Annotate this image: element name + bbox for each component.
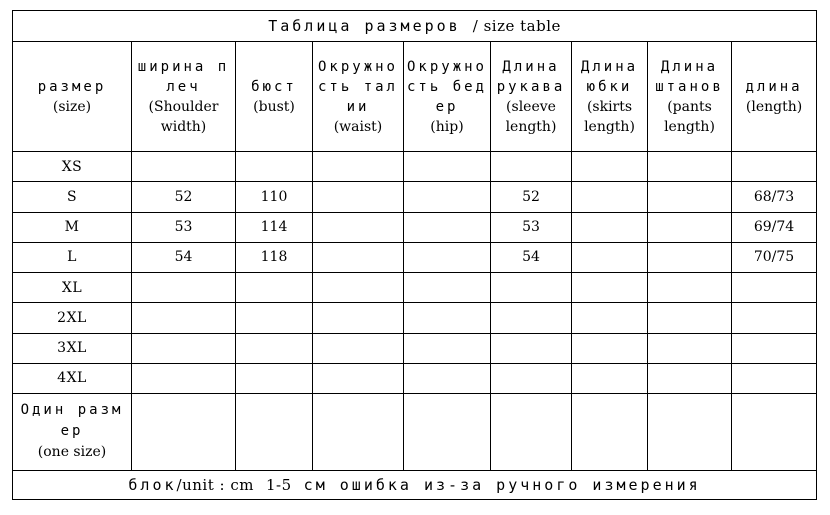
table-cell-bust xyxy=(236,363,313,393)
table-cell-bust: 118 xyxy=(236,242,313,272)
table-cell-sleeve-length xyxy=(491,333,572,363)
size-label: S xyxy=(13,182,132,212)
table-cell-waist xyxy=(313,303,404,333)
table-cell-pants-length xyxy=(648,333,732,363)
one-size-en: (one size) xyxy=(37,444,107,461)
footer-note-ru: см ошибка из-за ручного измерения xyxy=(303,475,701,494)
table-cell-shoulder-width xyxy=(132,333,236,363)
column-header-ru: длина xyxy=(745,78,803,95)
table-cell-bust xyxy=(236,273,313,303)
table-cell-shoulder-width xyxy=(132,363,236,393)
table-cell-sleeve-length xyxy=(491,394,572,471)
table-cell-length: 70/75 xyxy=(732,242,817,272)
column-header-en: (skirts length) xyxy=(584,98,635,135)
table-cell-sleeve-length xyxy=(491,303,572,333)
footer-unit-ru: блок xyxy=(128,475,177,494)
table-row xyxy=(13,242,817,272)
table-cell-hip xyxy=(404,212,491,242)
table-cell-hip xyxy=(404,394,491,471)
table-cell-shoulder-width xyxy=(132,273,236,303)
header-row xyxy=(13,42,817,152)
column-header-en: (waist) xyxy=(333,118,383,135)
column-header-en: (size) xyxy=(52,98,92,115)
table-cell-pants-length xyxy=(648,394,732,471)
table-cell-waist xyxy=(313,273,404,303)
table-cell-waist xyxy=(313,394,404,471)
column-header-skirt-length xyxy=(572,42,648,152)
column-header-en: (sleeve length) xyxy=(505,98,557,135)
column-header-shoulder-width xyxy=(132,42,236,152)
table-cell-pants-length xyxy=(648,152,732,182)
column-header-ru: Длина рукава xyxy=(496,58,566,95)
table-cell-length xyxy=(732,273,817,303)
column-header-en: (length) xyxy=(745,98,803,115)
column-header-pants-length xyxy=(648,42,732,152)
table-cell-bust xyxy=(236,152,313,182)
table-cell-skirt-length xyxy=(572,333,648,363)
column-header-ru: ширина плеч xyxy=(137,58,230,95)
size-label: XS xyxy=(13,152,132,182)
table-cell-length xyxy=(732,363,817,393)
table-cell-skirt-length xyxy=(572,152,648,182)
table-title-en: / size table xyxy=(472,17,561,36)
size-label: L xyxy=(13,242,132,272)
table-row xyxy=(13,333,817,363)
one-size-ru: Один размер xyxy=(20,402,124,440)
column-header-ru: Окружность талии xyxy=(317,58,398,115)
column-header-en: (pants length) xyxy=(664,98,715,135)
table-cell-hip xyxy=(404,303,491,333)
size-label: 2XL xyxy=(13,303,132,333)
column-header-sleeve-length xyxy=(491,42,572,152)
table-cell-skirt-length xyxy=(572,212,648,242)
size-label: M xyxy=(13,212,132,242)
table-title xyxy=(13,11,817,42)
column-header-length xyxy=(732,42,817,152)
footer-row xyxy=(13,470,817,499)
table-cell-waist xyxy=(313,212,404,242)
table-cell-shoulder-width xyxy=(132,394,236,471)
column-header-en: (bust) xyxy=(253,98,295,115)
table-cell-waist xyxy=(313,182,404,212)
table-cell-skirt-length xyxy=(572,182,648,212)
size-label: 3XL xyxy=(13,333,132,363)
column-header-en: (hip) xyxy=(430,118,464,135)
table-cell-skirt-length xyxy=(572,303,648,333)
table-cell-waist xyxy=(313,363,404,393)
table-cell-shoulder-width: 54 xyxy=(132,242,236,272)
column-header-ru: бюст xyxy=(251,78,297,95)
table-cell-pants-length xyxy=(648,242,732,272)
table-cell-skirt-length xyxy=(572,363,648,393)
table-cell-hip xyxy=(404,182,491,212)
table-cell-bust xyxy=(236,394,313,471)
size-table-sheet xyxy=(12,10,816,500)
table-row xyxy=(13,152,817,182)
footer-unit-en: /unit : cm xyxy=(176,475,254,494)
table-cell-bust xyxy=(236,333,313,363)
table-cell-length xyxy=(732,303,817,333)
table-cell-pants-length xyxy=(648,363,732,393)
column-header-hip xyxy=(404,42,491,152)
table-cell-length xyxy=(732,394,817,471)
table-cell-length: 69/74 xyxy=(732,212,817,242)
table-cell-skirt-length xyxy=(572,394,648,471)
table-cell-skirt-length xyxy=(572,242,648,272)
table-cell-pants-length xyxy=(648,303,732,333)
column-header-bust xyxy=(236,42,313,152)
column-header-waist xyxy=(313,42,404,152)
table-cell-bust: 114 xyxy=(236,212,313,242)
table-cell-waist xyxy=(313,242,404,272)
table-cell-waist xyxy=(313,333,404,363)
table-cell-length xyxy=(732,333,817,363)
column-header-ru: размер xyxy=(37,78,107,95)
table-cell-hip xyxy=(404,333,491,363)
table-cell-shoulder-width: 52 xyxy=(132,182,236,212)
table-cell-hip xyxy=(404,152,491,182)
size-table xyxy=(12,10,817,500)
footer-range: 1-5 xyxy=(265,475,292,494)
column-header-ru: Длина штанов xyxy=(655,58,724,95)
column-header-ru: Окружность бедер xyxy=(406,58,487,115)
footer-note xyxy=(13,470,817,499)
column-header-size xyxy=(13,42,132,152)
table-cell-pants-length xyxy=(648,212,732,242)
table-row xyxy=(13,182,817,212)
table-cell-pants-length xyxy=(648,273,732,303)
table-cell-shoulder-width: 53 xyxy=(132,212,236,242)
table-cell-shoulder-width xyxy=(132,303,236,333)
table-cell-hip xyxy=(404,242,491,272)
table-cell-pants-length xyxy=(648,182,732,212)
table-cell-hip xyxy=(404,363,491,393)
table-row xyxy=(13,303,817,333)
column-header-ru: Длина юбки xyxy=(580,58,639,95)
table-title-ru: Таблица размеров xyxy=(268,17,461,36)
column-header-en: (Shoulder width) xyxy=(148,98,219,135)
table-cell-sleeve-length xyxy=(491,152,572,182)
table-cell-hip xyxy=(404,273,491,303)
table-cell-skirt-length xyxy=(572,273,648,303)
table-row xyxy=(13,363,817,393)
table-cell-length xyxy=(732,152,817,182)
table-cell-bust: 110 xyxy=(236,182,313,212)
table-cell-waist xyxy=(313,152,404,182)
size-label-one-size xyxy=(13,394,132,471)
table-cell-shoulder-width xyxy=(132,152,236,182)
table-cell-bust xyxy=(236,303,313,333)
table-cell-sleeve-length: 52 xyxy=(491,182,572,212)
table-cell-sleeve-length: 53 xyxy=(491,212,572,242)
table-cell-sleeve-length xyxy=(491,273,572,303)
size-label: XL xyxy=(13,273,132,303)
table-cell-length: 68/73 xyxy=(732,182,817,212)
size-label: 4XL xyxy=(13,363,132,393)
table-cell-sleeve-length: 54 xyxy=(491,242,572,272)
table-cell-sleeve-length xyxy=(491,363,572,393)
table-row-one-size xyxy=(13,394,817,471)
table-row xyxy=(13,212,817,242)
table-row xyxy=(13,273,817,303)
